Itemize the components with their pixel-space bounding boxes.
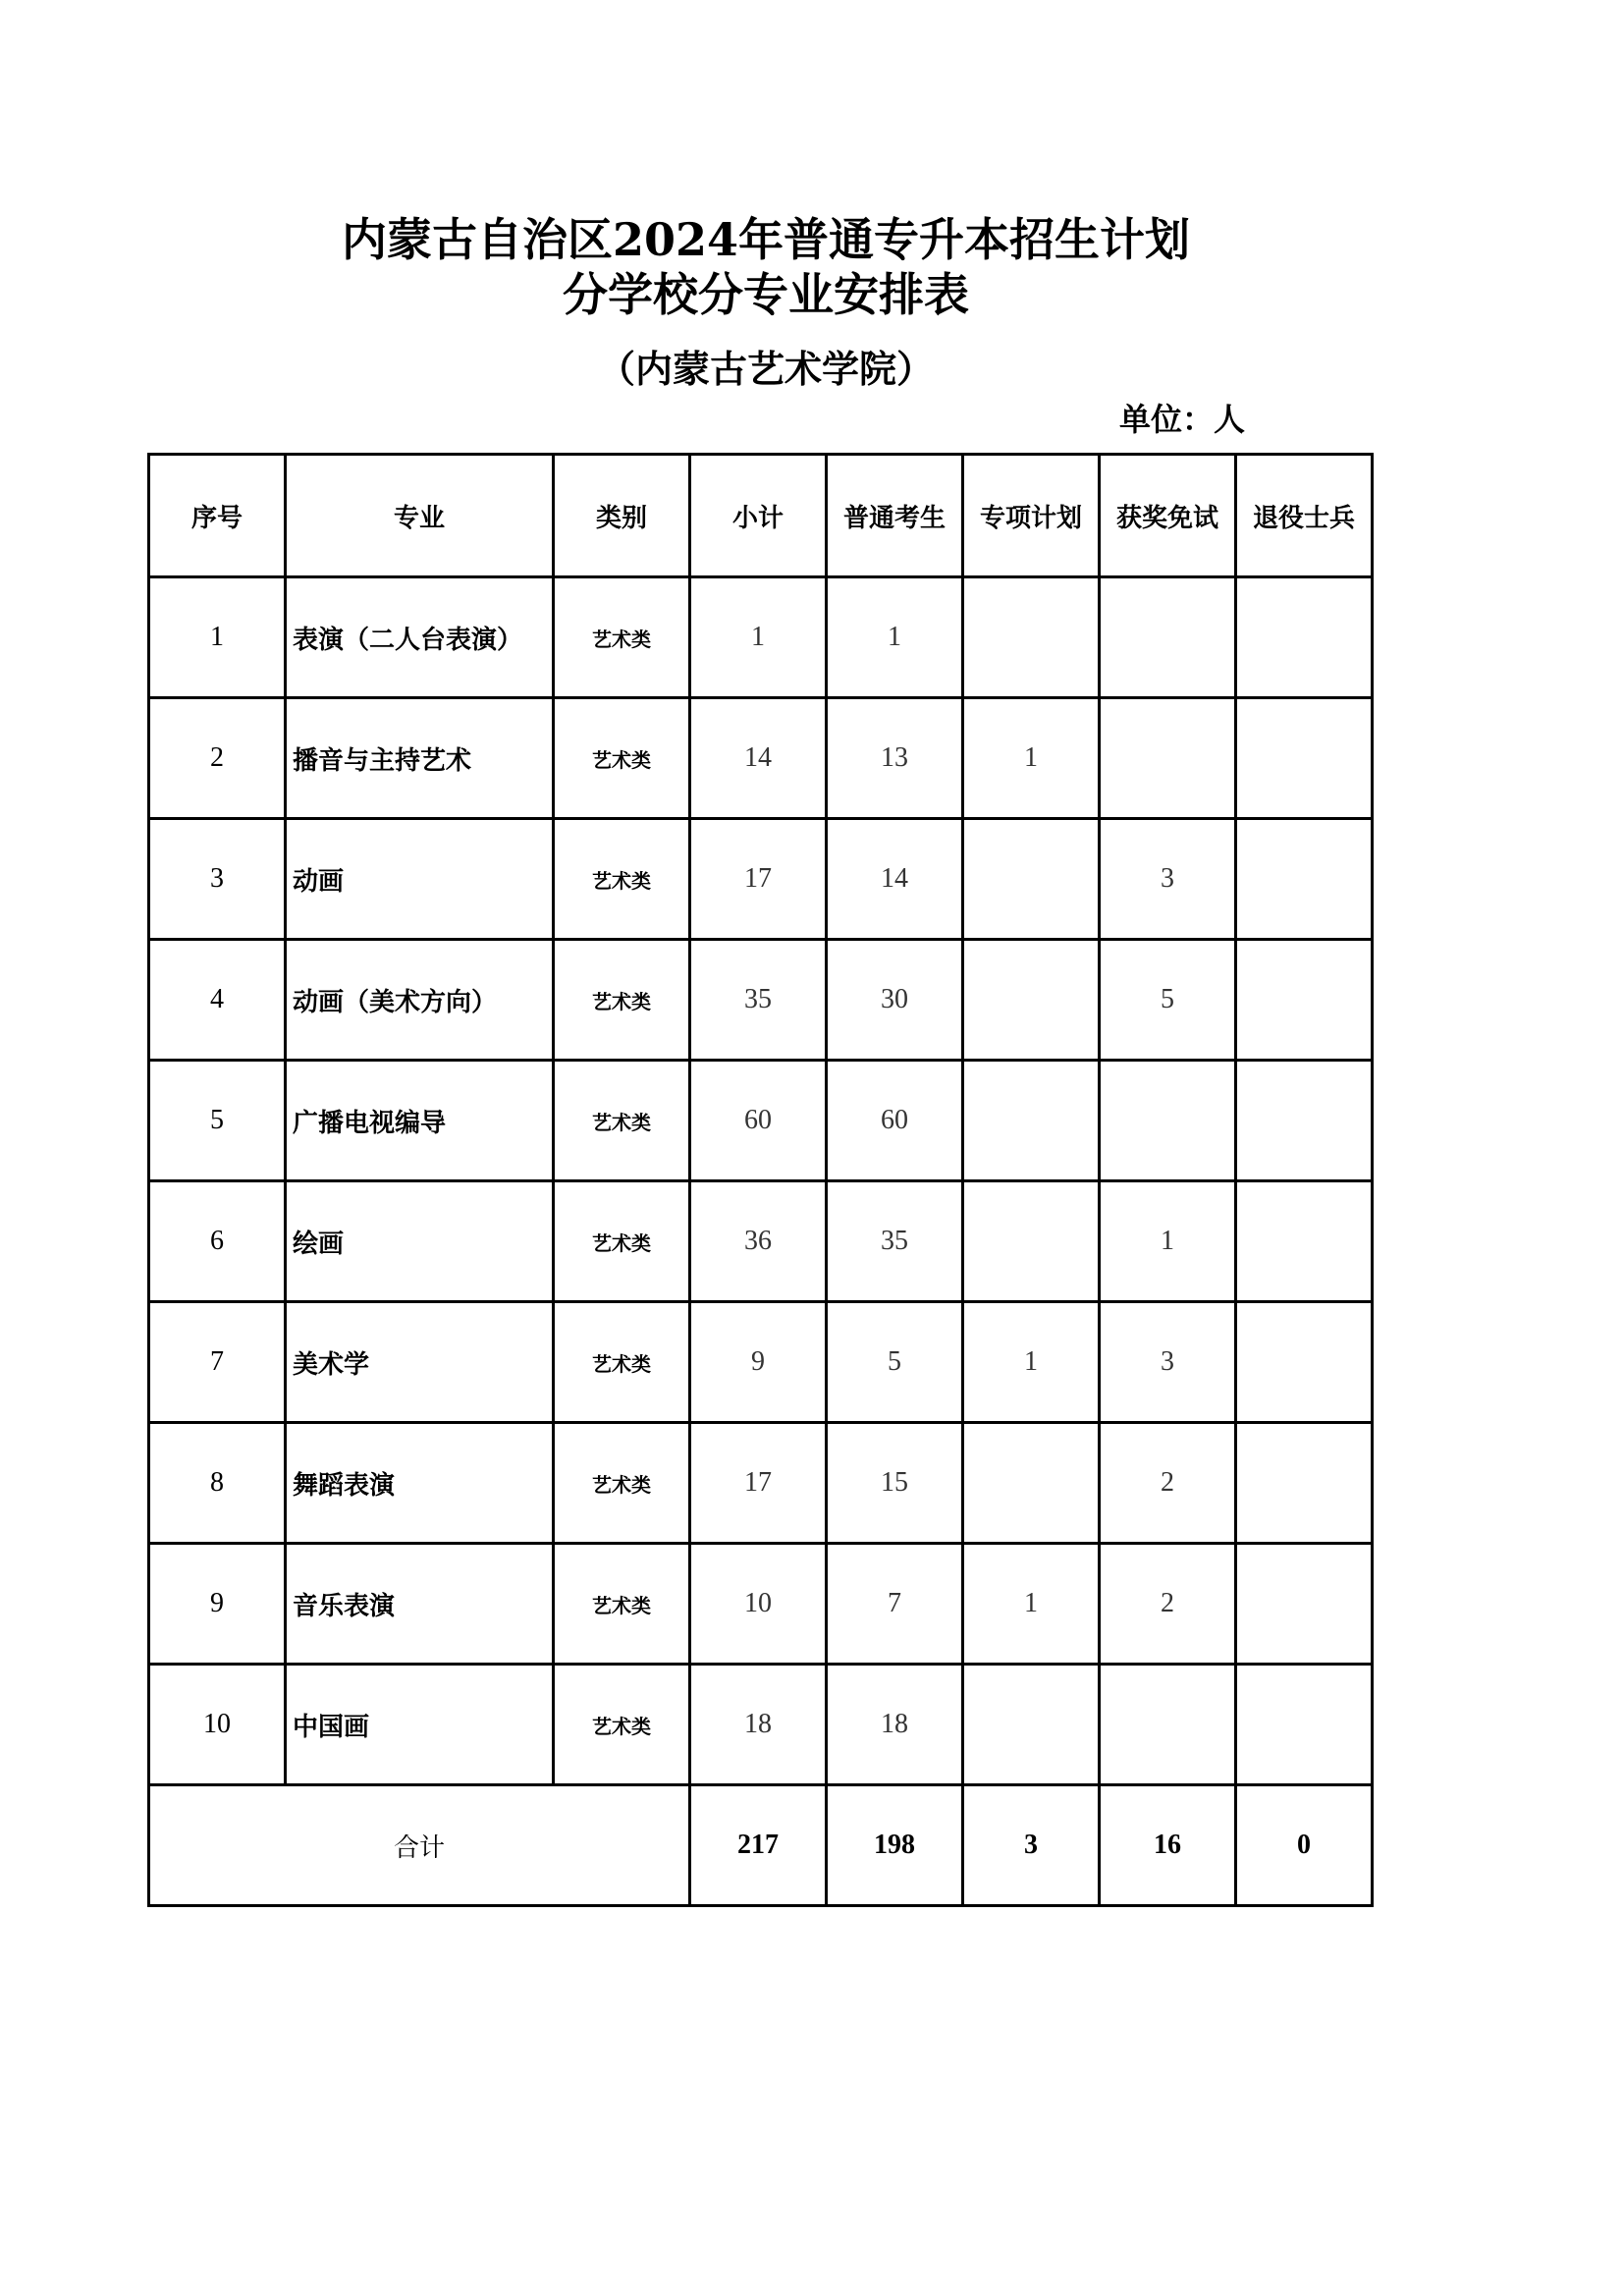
cell-award: 1 [1100,1181,1236,1302]
cell-category: 艺术类 [554,1302,690,1423]
cell-seq: 8 [149,1423,286,1544]
cell-award: 5 [1100,940,1236,1061]
cell-special [963,819,1100,940]
enrollment-table [147,453,1374,1907]
cell-award [1100,698,1236,819]
cell-seq: 5 [149,1061,286,1181]
table-row [149,940,1373,1061]
table-row [149,698,1373,819]
header-regular: 普通考生 [827,455,963,577]
table-row [149,1181,1373,1302]
cell-major: 中国画 [286,1665,554,1785]
cell-regular: 35 [827,1181,963,1302]
cell-category: 艺术类 [554,1061,690,1181]
unit-label: 单位：人 [1119,401,1246,438]
page-title: 内蒙古自治区2024年普通专升本招生计划 [341,213,1191,266]
cell-category: 艺术类 [554,1181,690,1302]
cell-seq: 9 [149,1544,286,1665]
cell-subtotal: 17 [690,1423,827,1544]
cell-special [963,1665,1100,1785]
header-seq: 序号 [149,455,286,577]
cell-veteran [1236,1665,1373,1785]
table-row [149,1544,1373,1665]
header-veteran: 退役士兵 [1236,455,1373,577]
cell-special [963,577,1100,698]
header-category: 类别 [554,455,690,577]
table-row [149,1665,1373,1785]
cell-veteran [1236,940,1373,1061]
cell-award [1100,577,1236,698]
cell-veteran [1236,1181,1373,1302]
table-row [149,1061,1373,1181]
total-row [149,1785,1373,1906]
cell-category: 艺术类 [554,1544,690,1665]
cell-subtotal: 17 [690,819,827,940]
total-award: 16 [1100,1785,1236,1906]
cell-veteran [1236,1423,1373,1544]
cell-regular: 13 [827,698,963,819]
cell-award: 2 [1100,1423,1236,1544]
cell-major: 动画 [286,819,554,940]
total-veteran: 0 [1236,1785,1373,1906]
cell-major: 动画（美术方向） [286,940,554,1061]
cell-category: 艺术类 [554,698,690,819]
cell-award [1100,1061,1236,1181]
cell-subtotal: 10 [690,1544,827,1665]
header-major: 专业 [286,455,554,577]
cell-veteran [1236,1061,1373,1181]
cell-subtotal: 35 [690,940,827,1061]
cell-category: 艺术类 [554,1423,690,1544]
cell-category: 艺术类 [554,819,690,940]
cell-award: 3 [1100,819,1236,940]
cell-seq: 1 [149,577,286,698]
table-row [149,819,1373,940]
cell-major: 美术学 [286,1302,554,1423]
table-row [149,577,1373,698]
table-row [149,1423,1373,1544]
school-subtitle: （内蒙古艺术学院） [597,347,934,391]
cell-seq: 2 [149,698,286,819]
cell-special: 1 [963,1302,1100,1423]
cell-seq: 7 [149,1302,286,1423]
cell-special [963,1423,1100,1544]
cell-award: 3 [1100,1302,1236,1423]
cell-category: 艺术类 [554,577,690,698]
header-award: 获奖免试 [1100,455,1236,577]
cell-subtotal: 60 [690,1061,827,1181]
cell-special [963,1181,1100,1302]
cell-major: 音乐表演 [286,1544,554,1665]
cell-major: 广播电视编导 [286,1061,554,1181]
total-regular: 198 [827,1785,963,1906]
cell-major: 舞蹈表演 [286,1423,554,1544]
cell-subtotal: 9 [690,1302,827,1423]
cell-award: 2 [1100,1544,1236,1665]
cell-veteran [1236,819,1373,940]
cell-regular: 15 [827,1423,963,1544]
cell-regular: 7 [827,1544,963,1665]
cell-subtotal: 1 [690,577,827,698]
total-label: 合计 [149,1785,690,1906]
cell-regular: 60 [827,1061,963,1181]
cell-major: 绘画 [286,1181,554,1302]
cell-regular: 1 [827,577,963,698]
header-row [149,455,1373,577]
cell-major: 表演（二人台表演） [286,577,554,698]
cell-special: 1 [963,698,1100,819]
page-title-line2: 分学校分专业安排表 [563,268,969,321]
cell-seq: 4 [149,940,286,1061]
cell-seq: 10 [149,1665,286,1785]
cell-veteran [1236,1302,1373,1423]
cell-major: 播音与主持艺术 [286,698,554,819]
cell-regular: 18 [827,1665,963,1785]
cell-regular: 14 [827,819,963,940]
cell-veteran [1236,577,1373,698]
cell-award [1100,1665,1236,1785]
cell-special [963,940,1100,1061]
cell-regular: 30 [827,940,963,1061]
header-subtotal: 小计 [690,455,827,577]
total-special: 3 [963,1785,1100,1906]
cell-veteran [1236,1544,1373,1665]
cell-subtotal: 18 [690,1665,827,1785]
cell-veteran [1236,698,1373,819]
table-row [149,1302,1373,1423]
cell-subtotal: 36 [690,1181,827,1302]
cell-special: 1 [963,1544,1100,1665]
cell-category: 艺术类 [554,1665,690,1785]
cell-seq: 3 [149,819,286,940]
cell-special [963,1061,1100,1181]
cell-seq: 6 [149,1181,286,1302]
cell-subtotal: 14 [690,698,827,819]
cell-category: 艺术类 [554,940,690,1061]
header-special: 专项计划 [963,455,1100,577]
total-subtotal: 217 [690,1785,827,1906]
cell-regular: 5 [827,1302,963,1423]
